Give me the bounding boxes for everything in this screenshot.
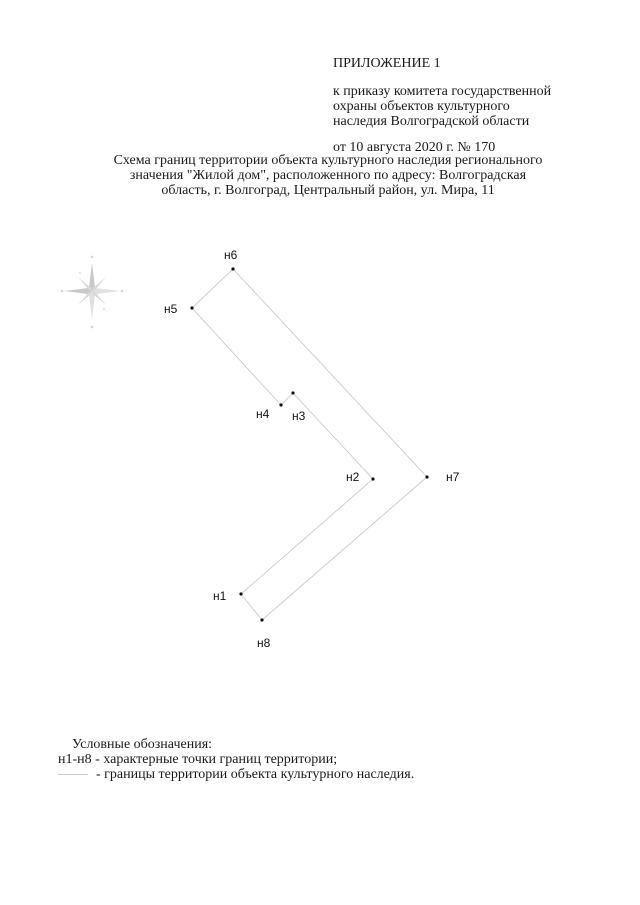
title-line: значения "Жилой дом", расположенного по адресу: Волгоградская (129, 168, 527, 183)
boundary-point-marker (279, 403, 282, 406)
legend-points-text: - характерные точки границ территории; (91, 752, 338, 767)
boundary-point-label: н4 (256, 407, 270, 421)
legend (58, 737, 618, 782)
boundary-point-label: н5 (164, 302, 178, 316)
boundary-point-marker (231, 267, 234, 270)
boundary-line-swatch (58, 774, 88, 775)
legend-line-row (58, 767, 618, 782)
boundary-points (164, 248, 460, 650)
title-line: область, г. Волгоград, Центральный район, ул. Мира, 11 (161, 183, 495, 198)
legend-heading: Условные обозначения: (72, 737, 213, 752)
boundary-point-marker (190, 306, 193, 309)
boundary-point-marker (291, 391, 294, 394)
boundary-point-marker (260, 618, 263, 621)
legend-line-text: - границы территории объекта культурного наследия. (96, 767, 415, 782)
boundary-point-label: н2 (346, 470, 360, 484)
order-date: от 10 августа 2020 г. № 170 (333, 140, 496, 155)
appendix-title: ПРИЛОЖЕНИЕ 1 (333, 56, 441, 71)
legend-points-row (58, 752, 618, 767)
boundary-point-label: н1 (213, 589, 227, 603)
boundary-point-marker (425, 475, 428, 478)
compass-rose-icon (61, 256, 124, 329)
boundary-point-label: н7 (446, 470, 460, 484)
boundary-point-marker (239, 592, 242, 595)
order-line: к приказу комитета государственной (333, 84, 552, 99)
title-line: Схема границ территории объекта культурного наследия регионального (113, 153, 543, 168)
order-line: охраны объектов культурного (333, 99, 510, 114)
boundary-point-label: н3 (292, 409, 306, 423)
legend-points-key: н1-н8 (58, 752, 92, 767)
boundary-point-label: н6 (224, 248, 238, 262)
boundary-line (192, 269, 427, 620)
boundary-point-marker (371, 477, 374, 480)
order-line: наследия Волгоградской области (333, 114, 530, 129)
boundary-point-label: н8 (257, 636, 271, 650)
